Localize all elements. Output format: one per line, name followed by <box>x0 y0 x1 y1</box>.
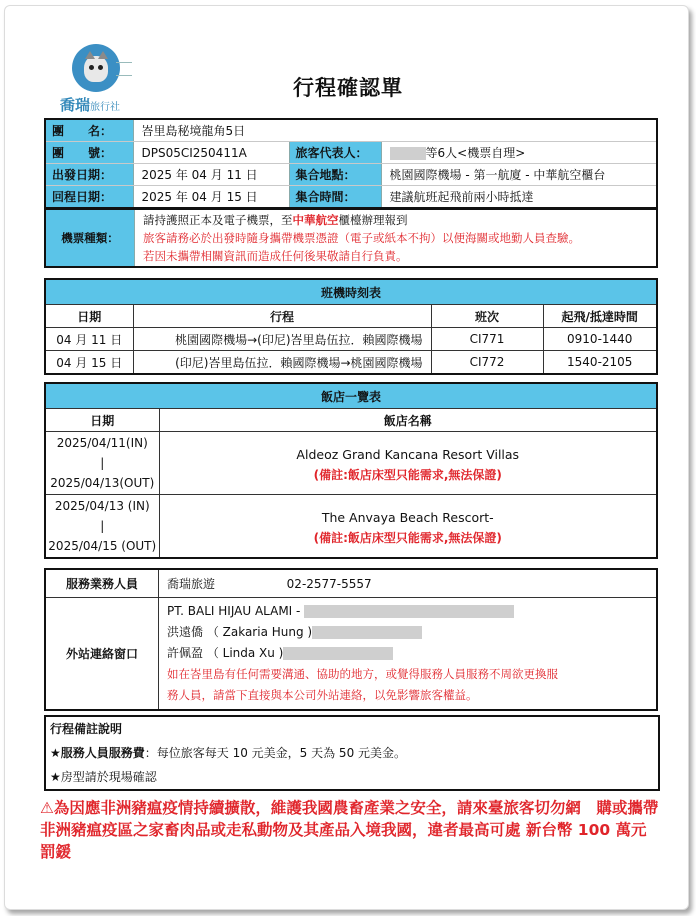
flight-row <box>45 351 657 375</box>
tour-code-label: 團 號： <box>45 142 133 164</box>
hotel-note: (備註:飯店床型只能需求,無法保證) <box>313 467 502 482</box>
ticket-type-table <box>44 208 658 268</box>
hotel-list-table <box>44 382 658 559</box>
asf-warning <box>40 797 660 863</box>
local-person-2-line <box>167 643 656 664</box>
hotel-note: (備註:飯店床型只能需求,無法保證) <box>313 530 502 545</box>
contacts-table <box>44 568 658 711</box>
departure-date-value: 2025 年 04 月 11 日 <box>133 164 289 186</box>
hotel-checkout: 2025/04/13(OUT) <box>50 476 155 490</box>
flight-route: 桃園國際機場→(印尼)峇里島伍拉．賴國際機場 <box>133 328 431 351</box>
local-contact-info <box>159 598 658 711</box>
hotel-list-title: 飯店一覽表 <box>45 383 657 409</box>
local-note-1: 如在峇里島有任何需要溝通、協助的地方，或覺得服務人員服務不周欲更換服 <box>167 667 558 681</box>
tour-name-row <box>45 119 657 142</box>
meeting-place-value: 桃園國際機場 - 第一航廈 - 中華航空櫃台 <box>381 164 657 186</box>
hotel-name: Aldeoz Grand Kancana Resort Villas <box>296 446 520 462</box>
flight-route: (印尼)峇里島伍拉．賴國際機場→桃園國際機場 <box>133 351 431 375</box>
remarks-title: 行程備註說明 <box>50 722 123 736</box>
hotel-date-separator: | <box>100 519 105 533</box>
flight-schedule-title: 班機時刻表 <box>45 279 657 305</box>
tour-info-table <box>44 118 658 209</box>
redacted-name <box>390 147 426 160</box>
return-date-value: 2025 年 04 月 15 日 <box>133 186 289 209</box>
ticket-type-notes <box>135 209 658 267</box>
remark-service-fee-text: ：每位旅客每天 10 元美金，5 天為 50 元美金。 <box>144 746 407 760</box>
hotel-checkin: 2025/04/13 (IN) <box>54 499 150 513</box>
remark-service-fee <box>50 741 658 765</box>
warning-text: 為因應非洲豬瘟疫情持續擴散，維護我國農畜產業之安全，請來臺旅客切勿網 購或攜帶非洲豬瘟疫區之家畜肉品或走私動物及其產品入境我國，違者最高可處 新台幣 100 萬元罰鍰 <box>40 799 659 861</box>
return-row <box>45 186 657 209</box>
hotel-info <box>159 432 657 495</box>
ticket-line-1-post: 櫃檯辦理報到 <box>338 213 408 227</box>
ticket-airline: 中華航空 <box>292 213 339 227</box>
tour-name-value: 峇里島秘境龍角5日 <box>133 119 657 142</box>
representative-value: 等6人<機票自理> <box>425 146 526 160</box>
hotel-dates <box>45 495 159 559</box>
local-company-line <box>167 601 656 622</box>
redacted-phone <box>312 626 422 639</box>
logo-brand-name: 喬瑞 <box>60 96 91 114</box>
flight-number: CI771 <box>431 328 543 351</box>
flight-time: 1540-2105 <box>543 351 657 375</box>
flight-row <box>45 328 657 351</box>
hotel-date-separator: | <box>100 456 105 470</box>
local-contact-label: 外站連絡窗口 <box>45 598 159 711</box>
hotel-col-date: 日期 <box>45 409 159 432</box>
ticket-line-3: 若因未攜帶相關資訊而造成任何後果敬請自行負責。 <box>143 249 408 263</box>
logo-brand-suffix: 旅行社 <box>90 102 121 113</box>
flight-time: 0910-1440 <box>543 328 657 351</box>
remark-room-type: ★房型請於現場確認 <box>50 770 157 784</box>
hotel-info <box>159 495 657 559</box>
representative-value-cell <box>381 142 657 164</box>
meeting-place-label: 集合地點： <box>289 164 381 186</box>
hotel-row <box>45 432 657 495</box>
hotel-name: The Anvaya Beach Rescort- <box>321 509 494 525</box>
ticket-type-label: 機票種類： <box>45 209 135 267</box>
meeting-time-label: 集合時間： <box>289 186 381 209</box>
ticket-line-1-pre: 請持護照正本及電子機票，至 <box>143 213 293 227</box>
staff-info <box>159 569 658 598</box>
departure-date-label: 出發日期： <box>45 164 133 186</box>
hotel-row <box>45 495 657 559</box>
warning-triangle-icon: ⚠ <box>40 799 54 817</box>
representative-label: 旅客代表人： <box>289 142 381 164</box>
flight-col-date: 日期 <box>45 305 133 328</box>
redacted-contact <box>304 605 514 618</box>
meeting-time-value: 建議航班起飛前兩小時抵達 <box>381 186 657 209</box>
flight-col-number: 班次 <box>431 305 543 328</box>
hotel-col-name: 飯店名稱 <box>159 409 657 432</box>
local-person-1: 洪遠僑 （ Zakaria Hung ) <box>167 625 313 639</box>
return-date-label: 回程日期： <box>45 186 133 209</box>
departure-row <box>45 164 657 186</box>
flight-schedule-table <box>44 278 658 375</box>
hotel-dates <box>45 432 159 495</box>
flight-date: 04 月 15 日 <box>45 351 133 375</box>
staff-phone: 02-2577-5557 <box>286 577 372 591</box>
remark-service-fee-label: ★服務人員服務費 <box>50 746 145 760</box>
local-note-2: 務人員，請當下直接與本公司外站連絡，以免影響旅客權益。 <box>167 688 478 702</box>
flight-date: 04 月 11 日 <box>45 328 133 351</box>
tour-code-row <box>45 142 657 164</box>
ticket-line-1 <box>143 211 656 229</box>
staff-label: 服務業務人員 <box>45 569 159 598</box>
itinerary-remarks <box>44 715 660 791</box>
staff-company: 喬瑞旅遊 <box>167 577 216 591</box>
page-title: 行程確認單 <box>293 76 403 100</box>
hotel-checkin: 2025/04/11(IN) <box>56 436 148 450</box>
redacted-phone <box>283 647 393 660</box>
flight-col-time: 起飛/抵達時間 <box>543 305 657 328</box>
tour-name-label: 團 名： <box>45 119 133 142</box>
local-company: PT. BALI HIJAU ALAMI - <box>167 604 301 618</box>
local-person-1-line <box>167 622 656 643</box>
local-person-2: 許佩盈 （ Linda Xu ) <box>167 646 284 660</box>
tour-code-value: DPS05CI250411A <box>133 142 289 164</box>
ticket-line-2: 旅客請務必於出發時隨身攜帶機票憑證（電子或紙本不拘）以便海關或地勤人員查驗。 <box>143 231 580 245</box>
flight-number: CI772 <box>431 351 543 375</box>
hotel-checkout: 2025/04/15 (OUT) <box>48 539 157 553</box>
flight-col-route: 行程 <box>133 305 431 328</box>
